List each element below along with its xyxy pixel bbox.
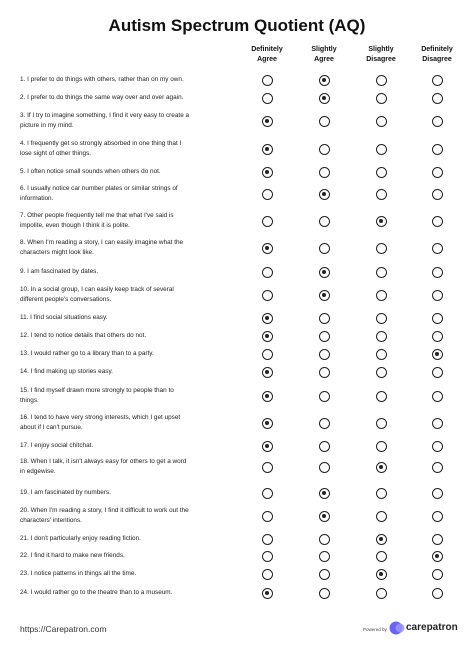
question-line: 17. I enjoy social chitchat. [20,442,94,449]
answer-radio[interactable] [376,551,387,562]
answer-radio[interactable] [319,93,330,104]
question-line: 11. I find social situations easy. [20,314,108,321]
question-line: 21. I don't particularly enjoy reading fiction. [20,535,141,542]
powered-by-label: Powered by [363,627,387,632]
answer-radio[interactable] [432,167,443,178]
answer-radio[interactable] [432,267,443,278]
answer-radio[interactable] [262,167,273,178]
question-line: 1. I prefer to do things with others, rather than on my own. [20,76,184,83]
answer-radio[interactable] [376,313,387,324]
question-line: 12. I tend to notice details that others do not. [20,332,147,339]
question-text [20,111,238,131]
question-text [20,386,238,406]
answer-radio[interactable] [376,243,387,254]
question-line: 19. I am fascinated by numbers. [20,489,111,496]
question-line: impolite, even though I think it is polite. [20,222,130,229]
answer-radio[interactable] [432,116,443,127]
answer-radio[interactable] [262,534,273,545]
question-line: picture in my mind. [20,122,74,129]
answer-radio[interactable] [262,488,273,499]
answer-radio[interactable] [432,418,443,429]
question-line: 8. When I'm reading a story, I can easily imagine what the [20,239,184,246]
question-line: 3. If I try to imagine something, I find it very easy to create a [20,112,190,119]
footer-link[interactable]: https://Carepatron.com [20,624,107,634]
answer-radio[interactable] [376,189,387,200]
answer-radio[interactable] [319,144,330,155]
question-text [20,184,238,204]
answer-radio[interactable] [319,75,330,86]
answer-radio[interactable] [319,349,330,360]
answer-radio[interactable] [432,534,443,545]
question-line: things. [20,397,39,404]
question-text [20,534,238,544]
answer-radio[interactable] [319,243,330,254]
answer-radio[interactable] [319,367,330,378]
answer-radio[interactable] [319,331,330,342]
question-line: in edgewise. [20,468,56,475]
answer-radio[interactable] [319,267,330,278]
answer-radio[interactable] [319,189,330,200]
carepatron-logo-icon [389,621,405,635]
answer-radio[interactable] [376,216,387,227]
column-header-line: Definitely [251,46,283,53]
answer-radio[interactable] [376,569,387,580]
question-line: 24. I would rather go to the theatre than to a museum. [20,589,173,596]
question-line: 16. I tend to have very strong interests, which I get upset [20,414,181,421]
answer-radio[interactable] [262,116,273,127]
answer-radio[interactable] [376,418,387,429]
answer-radio[interactable] [432,313,443,324]
answer-radio[interactable] [376,144,387,155]
question-text [20,569,238,579]
question-text [20,551,238,561]
question-line: 4. I frequently get so strongly absorbed in one thing that I [20,140,182,147]
column-header-line: Slightly [311,46,337,53]
answer-radio[interactable] [262,144,273,155]
question-text [20,267,238,277]
answer-radio[interactable] [262,313,273,324]
question-line: 2. I prefer to do things the same way over and over again. [20,94,184,101]
question-text [20,441,238,451]
answer-radio[interactable] [262,243,273,254]
answer-radio[interactable] [262,216,273,227]
question-text [20,313,238,323]
answer-radio[interactable] [376,488,387,499]
question-line: lose sight of other things. [20,150,92,157]
answer-radio[interactable] [432,290,443,301]
question-line: 13. I would rather go to a library than to a party. [20,350,154,357]
brand-name: carepatron [406,622,458,633]
answer-radio[interactable] [432,511,443,522]
question-text [20,588,238,598]
question-text [20,506,238,526]
question-text [20,93,238,103]
question-line: 10. In a social group, I can easily keep track of several [20,286,174,293]
column-header-line: Agree [257,56,277,63]
question-text [20,139,238,159]
answer-radio[interactable] [262,349,273,360]
answer-radio[interactable] [262,93,273,104]
answer-radio[interactable] [262,367,273,378]
answer-radio[interactable] [319,534,330,545]
answer-radio[interactable] [262,569,273,580]
answer-radio[interactable] [262,462,273,473]
question-line: characters might look like. [20,249,94,256]
answer-radio[interactable] [432,441,443,452]
answer-radio[interactable] [376,93,387,104]
question-text [20,211,238,231]
answer-radio[interactable] [376,441,387,452]
answer-radio[interactable] [376,116,387,127]
answer-radio[interactable] [432,569,443,580]
answer-radio[interactable] [432,367,443,378]
question-line: 7. Other people frequently tell me that what I've said is [20,212,174,219]
answer-radio[interactable] [319,216,330,227]
answer-radio[interactable] [376,75,387,86]
answer-radio[interactable] [376,290,387,301]
column-header-line: Definitely [421,46,453,53]
answer-radio[interactable] [319,462,330,473]
answer-radio[interactable] [262,75,273,86]
column-header-line: Disagree [422,56,452,63]
question-line: 23. I notice patterns in things all the time. [20,570,137,577]
answer-radio[interactable] [262,189,273,200]
answer-radio[interactable] [262,551,273,562]
question-text [20,285,238,305]
answer-radio[interactable] [319,441,330,452]
question-line: characters' intentions. [20,517,82,524]
answer-radio[interactable] [262,418,273,429]
column-header-line: Agree [314,56,334,63]
question-line: 15. I find myself drawn more strongly to people than to [20,387,174,394]
question-text [20,413,238,433]
answer-radio[interactable] [432,349,443,360]
question-text [20,457,238,477]
question-line: 20. When I'm reading a story, I find it difficult to work out the [20,507,189,514]
answer-radio[interactable] [432,144,443,155]
question-line: 6. I usually notice car number plates or similar strings of [20,185,178,192]
answer-radio[interactable] [432,93,443,104]
answer-radio[interactable] [376,167,387,178]
question-text [20,167,238,177]
question-text [20,238,238,258]
question-line: different people's conversations. [20,296,112,303]
question-line: about if I can't pursue. [20,424,83,431]
answer-radio[interactable] [319,313,330,324]
answer-radio[interactable] [376,462,387,473]
answer-radio[interactable] [319,511,330,522]
page-title: Autism Spectrum Quotient (AQ) [108,16,366,35]
question-text [20,367,238,377]
answer-radio[interactable] [262,267,273,278]
answer-radio[interactable] [319,588,330,599]
answer-radio[interactable] [376,511,387,522]
question-line: information. [20,195,54,202]
answer-radio[interactable] [262,441,273,452]
question-line: 22. I find it hard to make new friends. [20,552,125,559]
answer-radio[interactable] [376,349,387,360]
answer-radio[interactable] [319,391,330,402]
column-header [402,45,472,65]
answer-radio[interactable] [376,391,387,402]
answer-radio[interactable] [432,462,443,473]
question-line: 9. I am fascinated by dates. [20,268,99,275]
answer-radio[interactable] [319,488,330,499]
answer-radio[interactable] [319,418,330,429]
answer-radio[interactable] [432,75,443,86]
answer-radio[interactable] [262,588,273,599]
question-text [20,75,238,85]
answer-radio[interactable] [432,488,443,499]
answer-radio[interactable] [432,331,443,342]
answer-radio[interactable] [376,267,387,278]
answer-radio[interactable] [319,551,330,562]
answer-radio[interactable] [319,290,330,301]
answer-radio[interactable] [432,243,443,254]
answer-radio[interactable] [432,391,443,402]
column-header-line: Slightly [368,46,394,53]
answer-radio[interactable] [319,116,330,127]
answer-radio[interactable] [376,588,387,599]
answer-radio[interactable] [432,588,443,599]
answer-radio[interactable] [262,511,273,522]
question-line: 14. I find making up stories easy. [20,368,113,375]
answer-radio[interactable] [432,551,443,562]
answer-radio[interactable] [319,569,330,580]
answer-radio[interactable] [262,290,273,301]
question-line: 5. I often notice small sounds when others do not. [20,168,161,175]
question-text [20,331,238,341]
answer-radio[interactable] [319,167,330,178]
answer-radio[interactable] [432,189,443,200]
answer-radio[interactable] [432,216,443,227]
column-header-line: Disagree [366,56,396,63]
answer-radio[interactable] [376,331,387,342]
answer-radio[interactable] [262,391,273,402]
question-text [20,349,238,359]
answer-radio[interactable] [376,534,387,545]
question-line: 18. When I talk, it isn't always easy for others to get a word [20,458,187,465]
question-text [20,488,238,498]
answer-radio[interactable] [376,367,387,378]
answer-radio[interactable] [262,331,273,342]
